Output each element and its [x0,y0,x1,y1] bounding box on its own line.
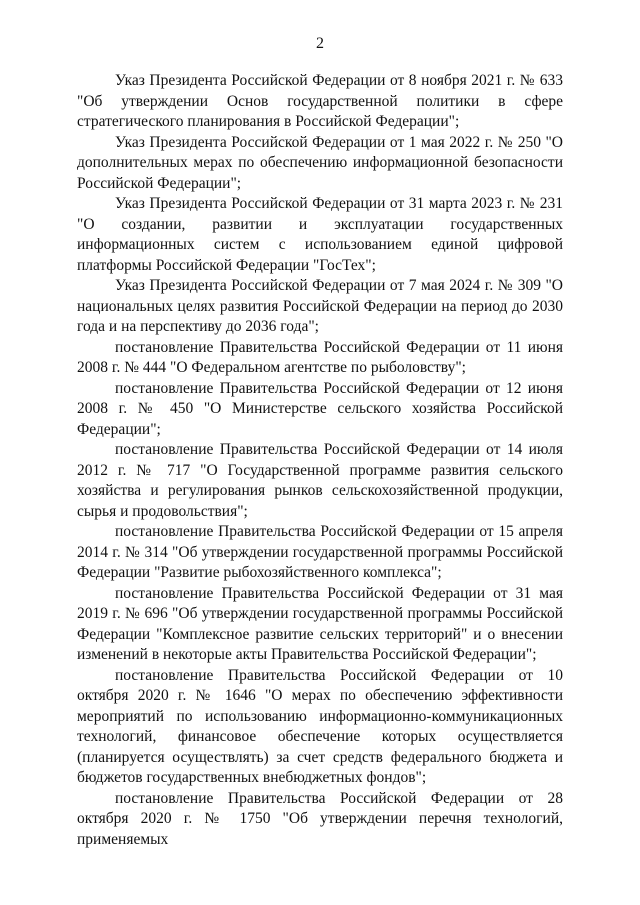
page-number: 2 [316,35,324,52]
legal-reference-paragraph: Указ Президента Российской Федерации от 31 марта 2023 г. № 231 "О создании, развитии и эксплуатации государственных информационных систем с использованием единой цифровой платформы Российской Федерации "ГосТех"; [77,195,563,274]
legal-reference-paragraph: постановление Правительства Российской Федерации от 28 октября 2020 г. № 1750 "Об утверждении перечня технологий, применяемых [77,789,563,848]
legal-reference-paragraph: постановление Правительства Российской Федерации от 31 мая 2019 г. № 696 "Об утверждении государственной программы Российской Федерации "Комплексное развитие сельских территорий" и о внесении изменений в некоторые акты Правительства Российской Федерации"; [77,584,563,663]
legal-reference-paragraph: Указ Президента Российской Федерации от 7 мая 2024 г. № 309 "О национальных целях развития Российской Федерации на период до 2030 года и на перспективу до 2036 года"; [77,277,563,335]
legal-reference-paragraph: постановление Правительства Российской Федерации от 15 апреля 2014 г. № 314 "Об утверждении государственной программы Российской Федерации "Развитие рыбохозяйственного комплекса"; [77,523,563,581]
legal-reference-paragraph: постановление Правительства Российской Федерации от 11 июня 2008 г. № 444 "О Федеральном агентстве по рыболовству"; [77,338,563,376]
legal-reference-paragraph: Указ Президента Российской Федерации от 8 ноября 2021 г. № 633 "Об утверждении Основ государственной политики в сфере стратегического планирования в Российской Федерации"; [77,72,563,130]
document-body [77,71,563,850]
legal-reference-paragraph: постановление Правительства Российской Федерации от 10 октября 2020 г. № 1646 "О мерах по обеспечению эффективности мероприятий по использованию информационно-коммуникационных технологий, финансовое обеспечение которых осуществляется (планируется осуществлять) за счет средств федерального бюджета и бюджетов государственных внебюджетных фондов"; [77,666,563,786]
legal-reference-paragraph: Указ Президента Российской Федерации от 1 мая 2022 г. № 250 "О дополнительных мерах по обеспечению информационной безопасности Российской Федерации"; [77,133,563,192]
legal-reference-paragraph: постановление Правительства Российской Федерации от 14 июля 2012 г. № 717 "О Государственной программе развития сельского хозяйства и регулирования рынков сельскохозяйственной продукции, сырья и продовольствия"; [77,441,563,520]
legal-reference-paragraph: постановление Правительства Российской Федерации от 12 июня 2008 г. № 450 "О Министерстве сельского хозяйства Российской Федерации"; [77,379,563,438]
